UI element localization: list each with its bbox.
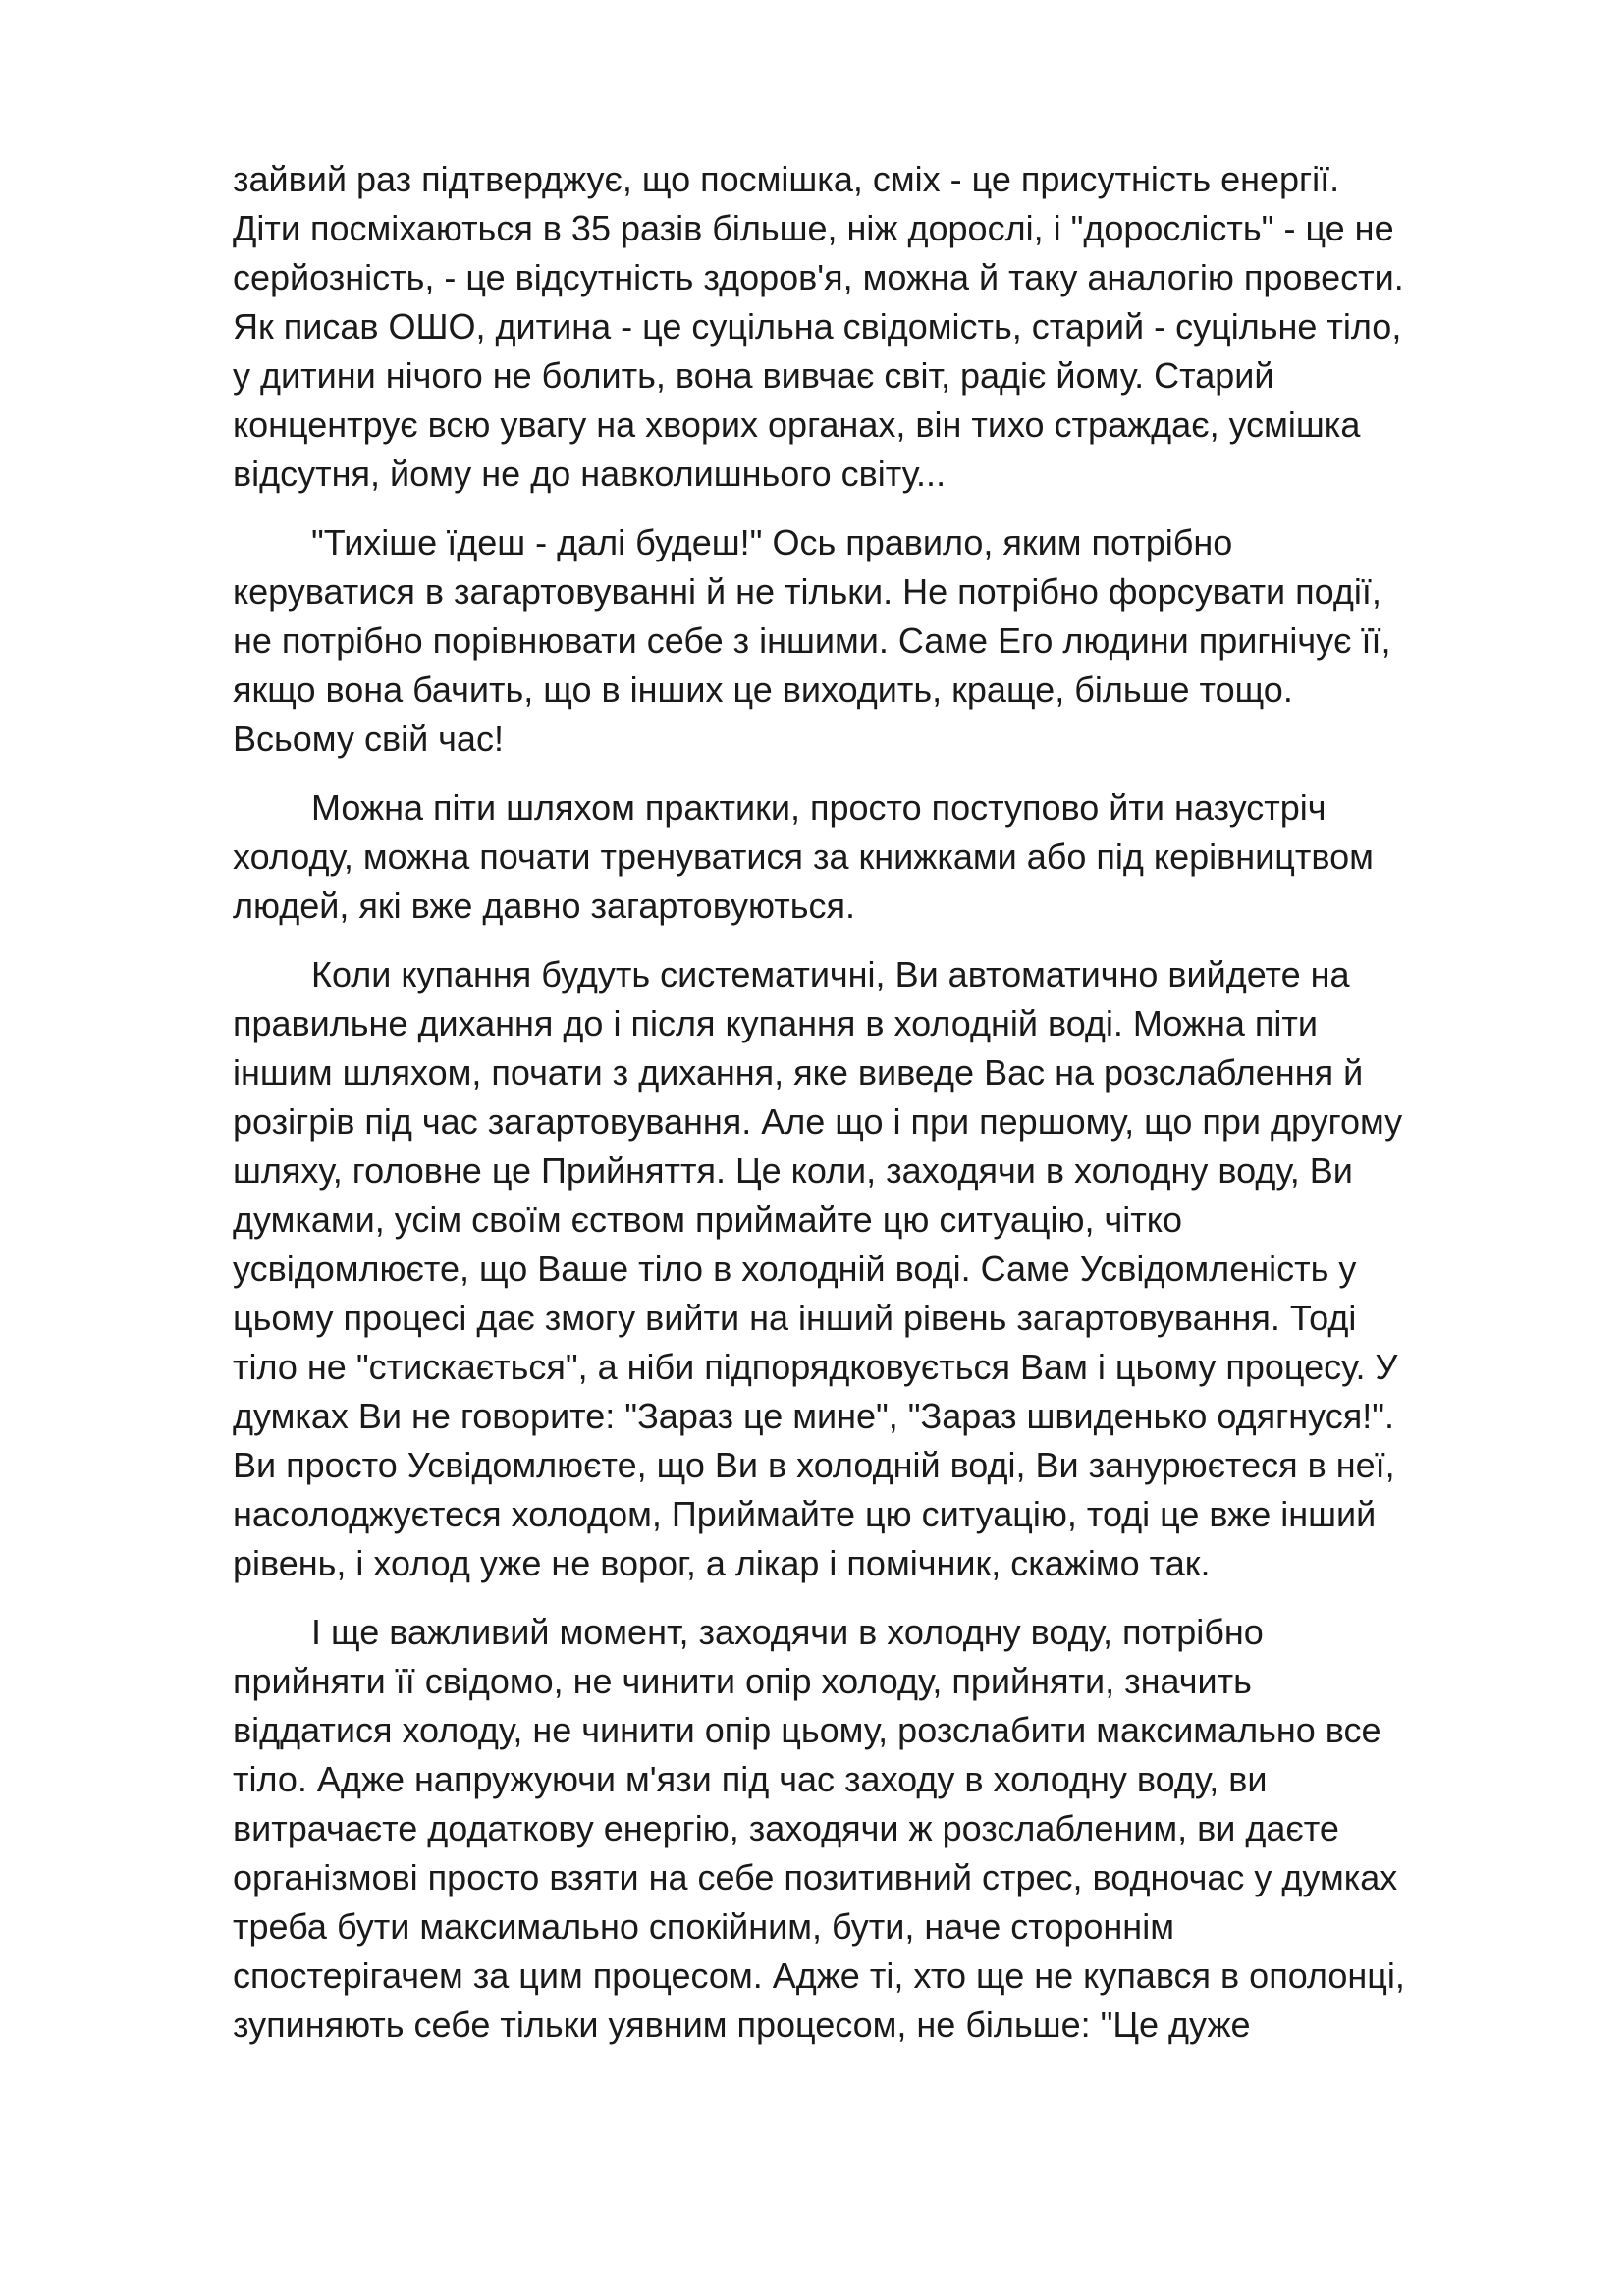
text-line: тіло не "стискається", а ніби підпорядковується Вам і цьому процесу. У (233, 1347, 1398, 1387)
text-line: Як писав ОШО, дитина - це суцільна свідомість, старий - суцільне тіло, (233, 306, 1402, 347)
paragraph-2 (233, 518, 1539, 764)
paragraph-3 (233, 783, 1539, 931)
text-line: цьому процесі дає змогу вийти на інший рівень загартовування. Тоді (233, 1298, 1357, 1338)
text-line: відсутня, йому не до навколишнього світу... (233, 454, 947, 494)
body-text (233, 155, 1539, 2069)
text-line: серйозність, - це відсутність здоров'я, можна й таку аналогію провести. (233, 257, 1404, 297)
text-line: насолоджуєтеся холодом, Приймайте цю ситуацію, тоді це вже інший (233, 1494, 1377, 1534)
text-line: керуватися в загартовуванні й не тільки. Не потрібно форсувати події, (233, 571, 1381, 612)
text-line: зайвий раз підтверджує, що посмішка, сміх - це присутність енергії. (233, 159, 1340, 199)
text-line: Діти посміхаються в 35 разів більше, ніж дорослі, і "дорослість" - це не (233, 208, 1394, 248)
text-line: віддатися холоду, не чинити опір цьому, розслабити максимально все (233, 1710, 1381, 1750)
text-line: прийняти її свідомо, не чинити опір холоду, прийняти, значить (233, 1661, 1252, 1701)
text-line: якщо вона бачить, що в інших це виходить, краще, більше тощо. (233, 669, 1293, 710)
text-line: тіло. Адже напружуючи м'язи під час заходу в холодну воду, ви (233, 1759, 1268, 1799)
text-line: правильне дихання до і після купання в холодній воді. Можна піти (233, 1003, 1319, 1043)
text-line: Всьому свій час! (233, 719, 504, 759)
text-line: Можна піти шляхом практики, просто поступово йти назустріч (311, 787, 1326, 828)
text-line: не потрібно порівнювати себе з іншими. Саме Его людини пригнічує її, (233, 620, 1391, 661)
text-line: розігрів під час загартовування. Але що і при першому, що при другому (233, 1101, 1403, 1142)
text-line: зупиняють себе тільки уявним процесом, не більше: "Це дуже (233, 2004, 1251, 2045)
text-line: Коли купання будуть систематичні, Ви автоматично вийдете на (311, 954, 1350, 994)
text-line: іншим шляхом, почати з дихання, яке виведе Вас на розслаблення й (233, 1052, 1364, 1093)
text-line: І ще важливий момент, заходячи в холодну воду, потрібно (311, 1612, 1264, 1652)
paragraph-4 (233, 950, 1539, 1588)
text-line: концентрує всю увагу на хворих органах, він тихо страждає, усмішка (233, 404, 1361, 445)
paragraph-5 (233, 1608, 1539, 2050)
text-line: рівень, і холод уже не ворог, а лікар і помічник, скажімо так. (233, 1543, 1211, 1583)
text-line: Ви просто Усвідомлюєте, що Ви в холодній воді, Ви занурюєтеся в неї, (233, 1445, 1395, 1485)
text-line: треба бути максимально спокійним, бути, наче стороннім (233, 1906, 1174, 1947)
text-line: витрачаєте додаткову енергію, заходячи ж розслабленим, ви даєте (233, 1808, 1339, 1848)
text-line: організмові просто взяти на себе позитивний стрес, водночас у думках (233, 1857, 1398, 1897)
paragraph-1 (233, 155, 1539, 499)
text-line: спостерігачем за цим процесом. Адже ті, хто ще не купався в ополонці, (233, 1955, 1405, 1996)
text-line: усвідомлюєте, що Ваше тіло в холодній воді. Саме Усвідомленість у (233, 1249, 1357, 1289)
text-line: шляху, головне це Прийняття. Це коли, заходячи в холодну воду, Ви (233, 1150, 1353, 1191)
text-line: "Тихіше їдеш - далі будеш!" Ось правило, яким потрібно (311, 522, 1233, 562)
text-line: холоду, можна почати тренуватися за книжками або під керівництвом (233, 836, 1374, 877)
text-line: думках Ви не говорите: "Зараз це мине", "Зараз швиденько одягнуся!". (233, 1396, 1395, 1436)
text-line: у дитини нічого не болить, вона вивчає світ, радіє йому. Старий (233, 355, 1274, 396)
text-line: думками, усім своїм єством приймайте цю ситуацію, чітко (233, 1200, 1182, 1240)
text-line: людей, які вже давно загартовуються. (233, 885, 855, 926)
